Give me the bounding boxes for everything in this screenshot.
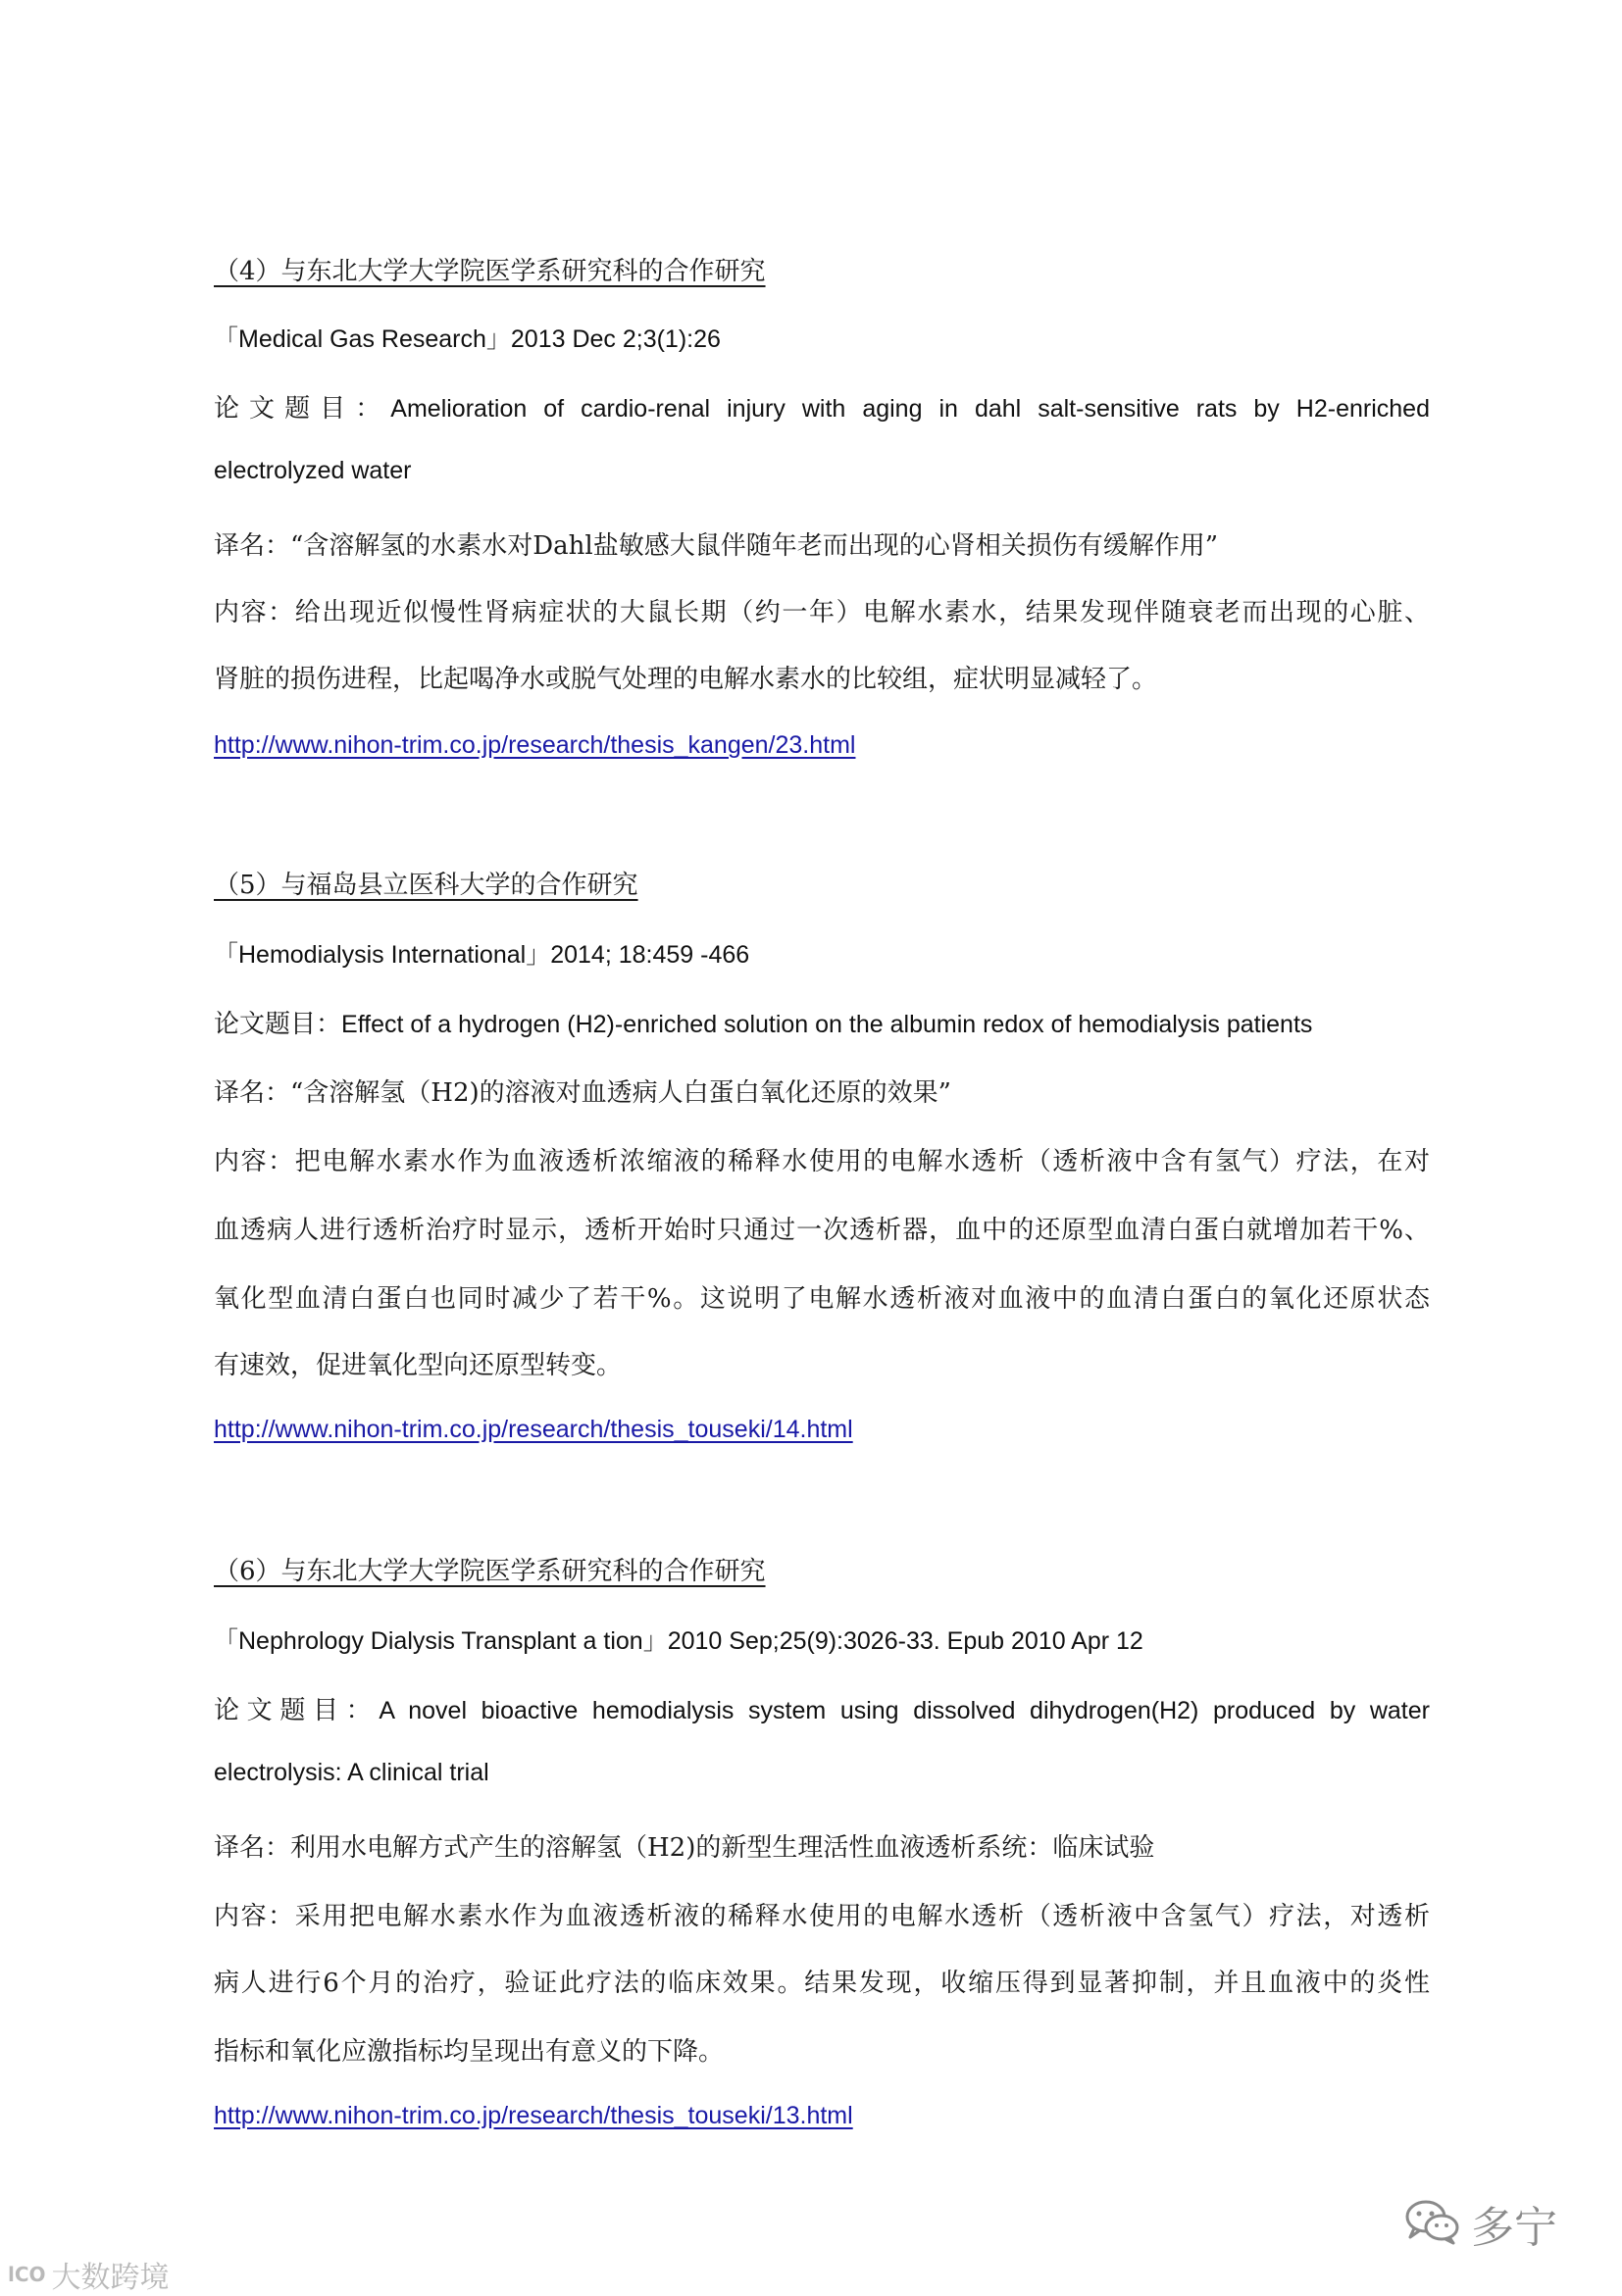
section-5-title-line1: Effect of a hydrogen (H2)-enriched solution on the albumin redox of hemodialysis patients xyxy=(341,1011,1313,1038)
section-5-title-label: 论文题目： xyxy=(214,1010,342,1039)
watermark-left-text: 大数跨境 xyxy=(51,2261,170,2295)
section-6-title-label: 论文题目： xyxy=(214,1696,380,1725)
watermark-right-text: 多宁 xyxy=(1471,2203,1557,2253)
section-5-translation: 译名：“含溶解氢（H2)的溶液对血透病人白蛋白氧化还原的效果” xyxy=(214,1078,951,1108)
section-6-content-line3: 指标和氧化应激指标均呈现出有意义的下降。 xyxy=(214,2037,725,2067)
section-4-title-line1: Amelioration of cardio-renal injury with aging in dahl salt-sensitive rats by H2-enriched xyxy=(390,395,1430,423)
section-5-link[interactable]: http://www.nihon-trim.co.jp/research/thesis_touseki/14.html xyxy=(214,1416,853,1443)
section-5-content-line3: 氧化型血清白蛋白也同时减少了若干%。这说明了电解水透析液对血液中的血清白蛋白的氧化还原状态 xyxy=(214,1284,1430,1314)
section-6-title-line1: A novel bioactive hemodialysis system using dissolved dihydrogen(H2) produced by water xyxy=(379,1697,1430,1724)
section-6-title-line2: electrolysis: A clinical trial xyxy=(214,1759,489,1786)
section-6-journal: 「Nephrology Dialysis Transplant a tion」2010 Sep;25(9):3026-33. Epub 2010 Apr 12 xyxy=(214,1627,1143,1655)
section-5-title xyxy=(214,1004,1312,1040)
section-4-link[interactable]: http://www.nihon-trim.co.jp/research/thesis_kangen/23.html xyxy=(214,731,856,759)
wechat-icon xyxy=(1404,2198,1461,2250)
section-6-title xyxy=(214,1690,1430,1726)
section-4-journal: 「Medical Gas Research」2013 Dec 2;3(1):26 xyxy=(214,325,721,353)
section-6-translation: 译名：利用水电解方式产生的溶解氢（H2)的新型生理活性血液透析系统：临床试验 xyxy=(214,1833,1155,1863)
section-4-title-label: 论文题目： xyxy=(214,394,391,424)
section-4-title xyxy=(214,388,1430,424)
section-4-content-line2: 肾脏的损伤进程，比起喝净水或脱气处理的电解水素水的比较组，症状明显减轻了。 xyxy=(214,665,1158,694)
watermark-left xyxy=(8,2253,170,2296)
section-5-content-line4: 有速效，促进氧化型向还原型转变。 xyxy=(214,1351,623,1380)
section-5-content-line2: 血透病人进行透析治疗时显示，透析开始时只通过一次透析器，血中的还原型血清白蛋白就增加若干%、 xyxy=(214,1216,1430,1245)
section-5-heading: （5）与福岛县立医科大学的合作研究 xyxy=(214,871,638,900)
section-6-content-line2: 病人进行6个月的治疗，验证此疗法的临床效果。结果发现，收缩压得到显著抑制，并且血液中的炎性 xyxy=(214,1969,1430,1998)
watermark-left-logo: lCO xyxy=(8,2263,46,2286)
watermark-right xyxy=(1404,2192,1557,2255)
section-4-translation: 译名：“含溶解氢的水素水对Dahl盐敏感大鼠伴随年老而出现的心肾相关损伤有缓解作用” xyxy=(214,531,1218,561)
section-6-heading: （6）与东北大学大学院医学系研究科的合作研究 xyxy=(214,1557,766,1586)
section-4-heading: （4）与东北大学大学院医学系研究科的合作研究 xyxy=(214,257,766,286)
section-5-content-line1: 内容：把电解水素水作为血液透析浓缩液的稀释水使用的电解水透析（透析液中含有氢气）疗法，在对 xyxy=(214,1147,1430,1176)
section-6-link[interactable]: http://www.nihon-trim.co.jp/research/thesis_touseki/13.html xyxy=(214,2102,853,2129)
section-4-title-line2: electrolyzed water xyxy=(214,457,412,484)
section-5-journal: 「Hemodialysis International」2014; 18:459 -466 xyxy=(214,941,750,969)
section-6-content-line1: 内容：采用把电解水素水作为血液透析液的稀释水使用的电解水透析（透析液中含氢气）疗法，对透析 xyxy=(214,1902,1430,1931)
section-4-content-line1: 内容：给出现近似慢性肾病症状的大鼠长期（约一年）电解水素水，结果发现伴随衰老而出现的心脏、 xyxy=(214,598,1430,627)
